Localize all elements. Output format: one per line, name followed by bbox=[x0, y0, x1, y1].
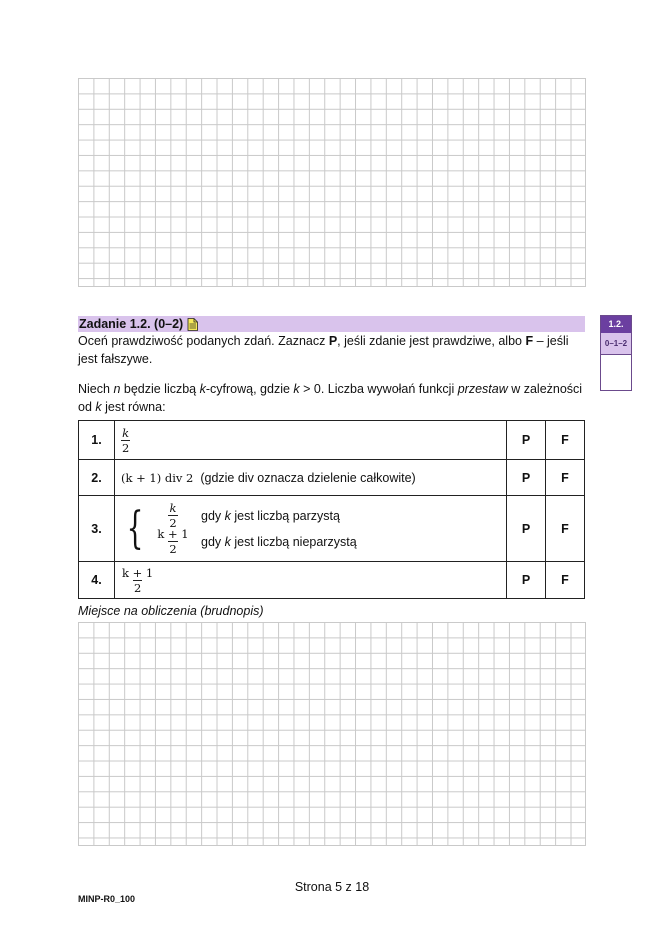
fraction bbox=[121, 566, 154, 595]
fraction-numerator: k bbox=[122, 425, 130, 440]
case-text: gdy bbox=[201, 534, 225, 549]
task-title: Zadanie 1.2. (0–2) bbox=[79, 317, 184, 331]
context-text: będzie liczbą bbox=[120, 382, 200, 396]
statement-content bbox=[115, 496, 507, 562]
fraction-denominator: 2 bbox=[169, 516, 177, 530]
answer-p[interactable]: P bbox=[507, 421, 546, 460]
exam-code: MINP-R0_100 bbox=[78, 894, 136, 904]
score-box bbox=[600, 315, 632, 391]
task-header bbox=[78, 316, 585, 332]
context-text: -cyfrową, gdzie bbox=[205, 382, 294, 396]
document-icon bbox=[187, 318, 198, 331]
answer-f[interactable]: F bbox=[546, 562, 585, 599]
case-var: k bbox=[224, 508, 231, 523]
scratch-grid-bottom bbox=[78, 622, 586, 846]
context-text: Niech bbox=[78, 382, 114, 396]
scratch-label: Miejsce na obliczenia (brudnopis) bbox=[78, 604, 264, 618]
context-var: k bbox=[293, 382, 300, 396]
statement-number: 2. bbox=[79, 460, 115, 496]
fraction-numerator: k + 1 bbox=[122, 565, 154, 580]
instruction-f: F bbox=[525, 334, 534, 348]
context-func: przestaw bbox=[457, 382, 508, 396]
task-context bbox=[78, 380, 588, 416]
answer-p[interactable]: P bbox=[507, 562, 546, 599]
fraction-numerator: k + 1 bbox=[157, 527, 189, 541]
statement-content bbox=[115, 421, 507, 460]
context-var: k bbox=[95, 400, 102, 414]
fraction-denominator: 2 bbox=[122, 440, 130, 455]
case-var: k bbox=[224, 534, 231, 549]
fraction bbox=[156, 527, 189, 556]
fraction bbox=[121, 426, 130, 455]
case-odd bbox=[151, 529, 357, 555]
fraction-numerator: k bbox=[169, 501, 177, 515]
statement-content bbox=[115, 562, 507, 599]
brace-icon: { bbox=[126, 502, 144, 554]
instruction-text: Oceń prawdziwość podanych zdań. Zaznacz bbox=[78, 334, 329, 348]
statement-row-3 bbox=[79, 496, 585, 562]
score-box-scale: 0–1–2 bbox=[601, 333, 631, 355]
case-text: jest liczbą parzystą bbox=[230, 508, 340, 523]
task-instruction bbox=[78, 332, 588, 368]
statement-row-1 bbox=[79, 421, 585, 460]
instruction-text: , jeśli zdanie jest prawdziwe, albo bbox=[337, 334, 526, 348]
statement-note: (gdzie div oznacza dzielenie całkowite) bbox=[200, 470, 416, 485]
fraction bbox=[168, 501, 177, 530]
statement-number: 1. bbox=[79, 421, 115, 460]
answer-p[interactable]: P bbox=[507, 460, 546, 496]
statement-number: 4. bbox=[79, 562, 115, 599]
statement-row-2 bbox=[79, 460, 585, 496]
case-even bbox=[151, 503, 357, 529]
instruction-text: – jeśli jest fałszywe. bbox=[78, 334, 569, 366]
context-var: n bbox=[113, 382, 121, 396]
fraction-denominator: 2 bbox=[133, 580, 142, 595]
piecewise bbox=[121, 503, 500, 555]
context-var: k bbox=[199, 382, 206, 396]
scratch-grid-top bbox=[78, 78, 586, 287]
context-text: w zależności od bbox=[78, 382, 583, 414]
statement-row-4 bbox=[79, 562, 585, 599]
answer-f[interactable]: F bbox=[546, 460, 585, 496]
case-text: jest liczbą nieparzystą bbox=[230, 534, 357, 549]
statement-number: 3. bbox=[79, 496, 115, 562]
answer-p[interactable]: P bbox=[507, 496, 546, 562]
fraction-denominator: 2 bbox=[169, 542, 177, 556]
context-text: jest równa: bbox=[101, 400, 166, 414]
statement-content bbox=[115, 460, 507, 496]
score-box-label: 1.2. bbox=[601, 316, 631, 333]
instruction-p: P bbox=[328, 334, 338, 348]
answer-f[interactable]: F bbox=[546, 421, 585, 460]
answer-f[interactable]: F bbox=[546, 496, 585, 562]
case-text: gdy bbox=[201, 508, 225, 523]
statements-table bbox=[78, 420, 585, 599]
page-number: Strona 5 z 18 bbox=[294, 880, 370, 894]
statement-expression: (k + 1) div 2 bbox=[121, 470, 194, 485]
context-text: > 0. Liczba wywołań funkcji bbox=[299, 382, 458, 396]
